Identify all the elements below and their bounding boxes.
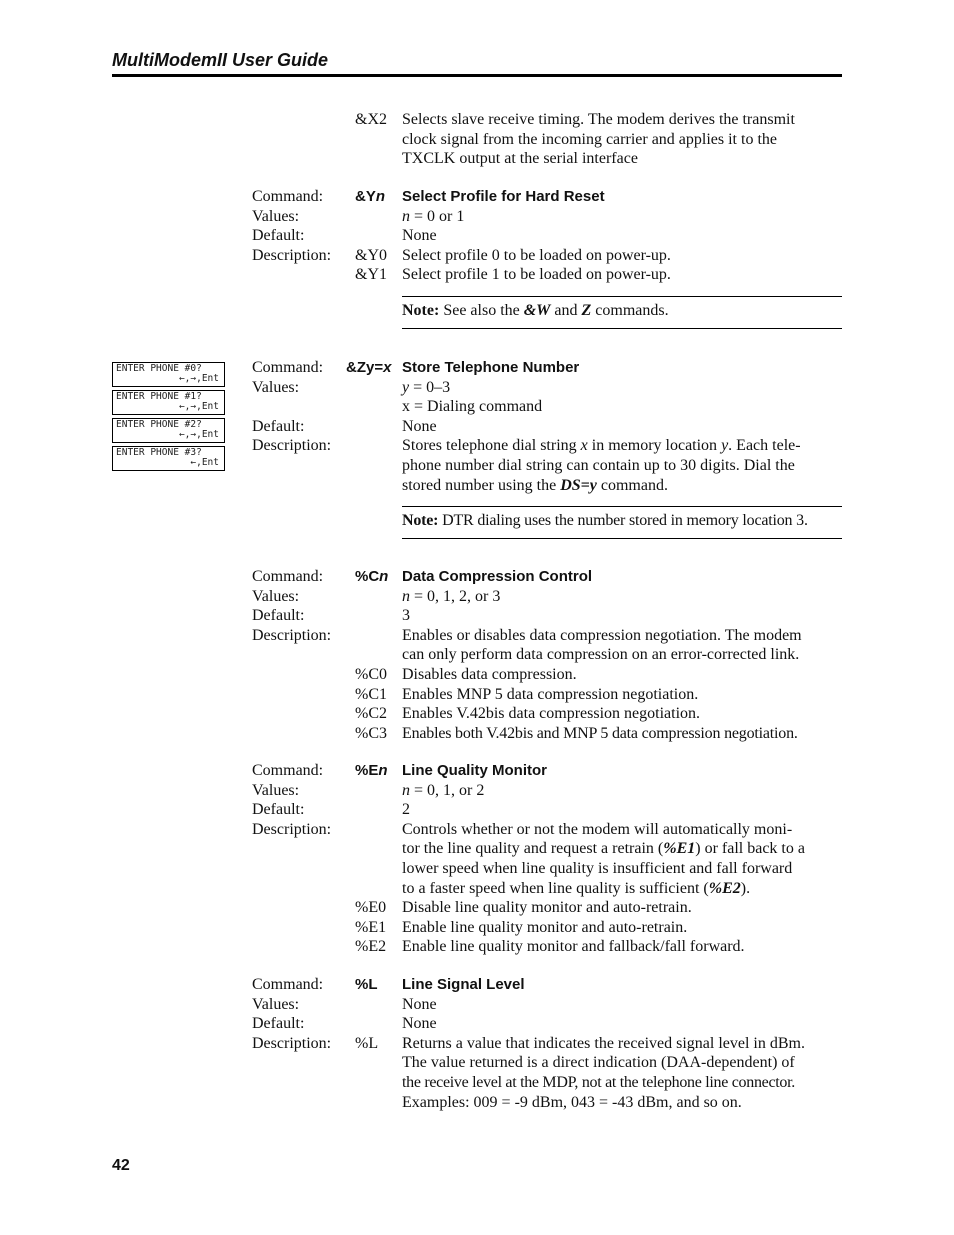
description-text: The value returned is a direct indication (DAA-dependent) of xyxy=(402,1054,795,1072)
default-label: Default: xyxy=(252,607,305,625)
option-code: &Y1 xyxy=(355,266,387,284)
lcd-display-phone-2: ENTER PHONE #2? ←,→,Ent xyxy=(112,418,225,443)
description-label: Description: xyxy=(252,246,332,264)
option-code: %E2 xyxy=(355,938,387,956)
lcd-display-phone-1: ENTER PHONE #1? ←,→,Ent xyxy=(112,390,225,415)
option-code: %C1 xyxy=(355,685,387,703)
command-title: Line Quality Monitor xyxy=(402,762,547,779)
command-label: Command: xyxy=(252,568,324,585)
description-text: lower speed when line quality is insufficient and fall forward xyxy=(402,860,793,877)
description-text: Stores telephone dial string x in memory location y. Each tele- xyxy=(402,437,801,455)
description-text: can only perform data compression on an error-corrected link. xyxy=(402,646,800,664)
command-code: %Cn xyxy=(355,568,389,585)
option-text: Enables V.42bis data compression negotiation. xyxy=(402,705,701,723)
description-label: Description: xyxy=(252,1034,332,1052)
default-label: Default: xyxy=(252,1015,305,1033)
command-title: Line Signal Level xyxy=(402,976,525,993)
option-code: %L xyxy=(355,1034,379,1052)
option-code: &Y0 xyxy=(355,246,387,264)
default-text: None xyxy=(402,227,437,245)
note-rule-bottom xyxy=(402,538,842,539)
description-label: Description: xyxy=(252,820,332,838)
default-text: None xyxy=(402,1015,437,1033)
option-text: Select profile 0 to be loaded on power-up. xyxy=(402,246,671,264)
command-label: Command: xyxy=(252,762,324,779)
default-text: 3 xyxy=(402,607,410,625)
values-label: Values: xyxy=(252,587,300,605)
note: Note: DTR dialing uses the number stored in memory location 3. xyxy=(402,512,808,529)
description-text: Controls whether or not the modem will automatically moni- xyxy=(402,820,793,838)
values-text: n = 0 or 1 xyxy=(402,207,465,225)
description-text: phone number dial string can contain up to 30 digits. Dial the xyxy=(402,457,795,474)
lcd-display-phone-0: ENTER PHONE #0? ←,→,Ent xyxy=(112,362,225,387)
description-text: stored number using the DS=y command. xyxy=(402,476,668,494)
option-text: Select profile 1 to be loaded on power-up. xyxy=(402,266,671,284)
command-title: Store Telephone Number xyxy=(402,359,580,376)
command-code: &Zy=x xyxy=(346,359,392,376)
default-label: Default: xyxy=(252,417,305,435)
command-label: Command: xyxy=(252,359,324,376)
note-rule-bottom xyxy=(402,328,842,329)
values-text: y = 0–3 xyxy=(402,378,451,396)
option-code: %C3 xyxy=(355,724,387,742)
option-text: Enable line quality monitor and auto-retrain. xyxy=(402,918,688,936)
option-code: %C2 xyxy=(355,705,387,723)
values-label: Values: xyxy=(252,995,300,1013)
option-code: %E1 xyxy=(355,918,387,936)
command-code: &Yn xyxy=(355,188,386,205)
values-label: Values: xyxy=(252,781,300,799)
default-text: None xyxy=(402,417,437,435)
lcd-display-phone-3: ENTER PHONE #3? ←,Ent xyxy=(112,446,225,471)
option-text: Enable line quality monitor and fallback/fall forward. xyxy=(402,938,745,956)
option-text: Disable line quality monitor and auto-retrain. xyxy=(402,899,692,917)
description-text: tor the line quality and request a retrain (%E1) or fall back to a xyxy=(402,840,805,858)
description-text: to a faster speed when line quality is sufficient (%E2). xyxy=(402,879,751,897)
option-code: %C0 xyxy=(355,666,387,683)
x2-desc-line: clock signal from the incoming carrier and applies it to the xyxy=(402,130,777,148)
command-title: Data Compression Control xyxy=(402,568,593,585)
values-text: None xyxy=(402,995,437,1013)
description-text: the receive level at the MDP, not at the telephone line connector. xyxy=(402,1074,795,1091)
option-code-x2: &X2 xyxy=(355,111,387,128)
description-text: Enables or disables data compression negotiation. The modem xyxy=(402,626,802,644)
values-label: Values: xyxy=(252,378,300,396)
x2-desc-line: TXCLK output at the serial interface xyxy=(402,150,638,168)
command-code: %L xyxy=(355,976,378,993)
command-title: Select Profile for Hard Reset xyxy=(402,188,605,205)
default-label: Default: xyxy=(252,801,305,819)
header-rule xyxy=(112,74,842,77)
command-label: Command: xyxy=(252,976,324,993)
command-code: %En xyxy=(355,762,388,779)
option-code: %E0 xyxy=(355,899,387,917)
values-label: Values: xyxy=(252,207,300,225)
option-text: Enables MNP 5 data compression negotiation. xyxy=(402,685,699,703)
option-text: Disables data compression. xyxy=(402,666,577,683)
page-header-title: MultiModemII User Guide xyxy=(112,50,329,70)
note-rule-top xyxy=(402,506,842,507)
description-label: Description: xyxy=(252,437,332,455)
description-text: Returns a value that indicates the received signal level in dBm. xyxy=(402,1034,805,1052)
description-label: Description: xyxy=(252,626,332,644)
values-text: n = 0, 1, or 2 xyxy=(402,781,485,799)
x2-desc-line: Selects slave receive timing. The modem derives the transmit xyxy=(402,111,795,128)
option-text: Enables both V.42bis and MNP 5 data compression negotiation. xyxy=(402,724,798,742)
description-text: Examples: 009 = -9 dBm, 043 = -43 dBm, and so on. xyxy=(402,1093,742,1111)
note-rule-top xyxy=(402,296,842,297)
page-number: 42 xyxy=(112,1157,130,1174)
note: Note: See also the &W and Z commands. xyxy=(402,302,669,319)
default-label: Default: xyxy=(252,227,305,245)
values-text: x = Dialing command xyxy=(402,398,543,416)
default-text: 2 xyxy=(402,801,410,819)
values-text: n = 0, 1, 2, or 3 xyxy=(402,587,501,605)
command-label: Command: xyxy=(252,188,324,205)
